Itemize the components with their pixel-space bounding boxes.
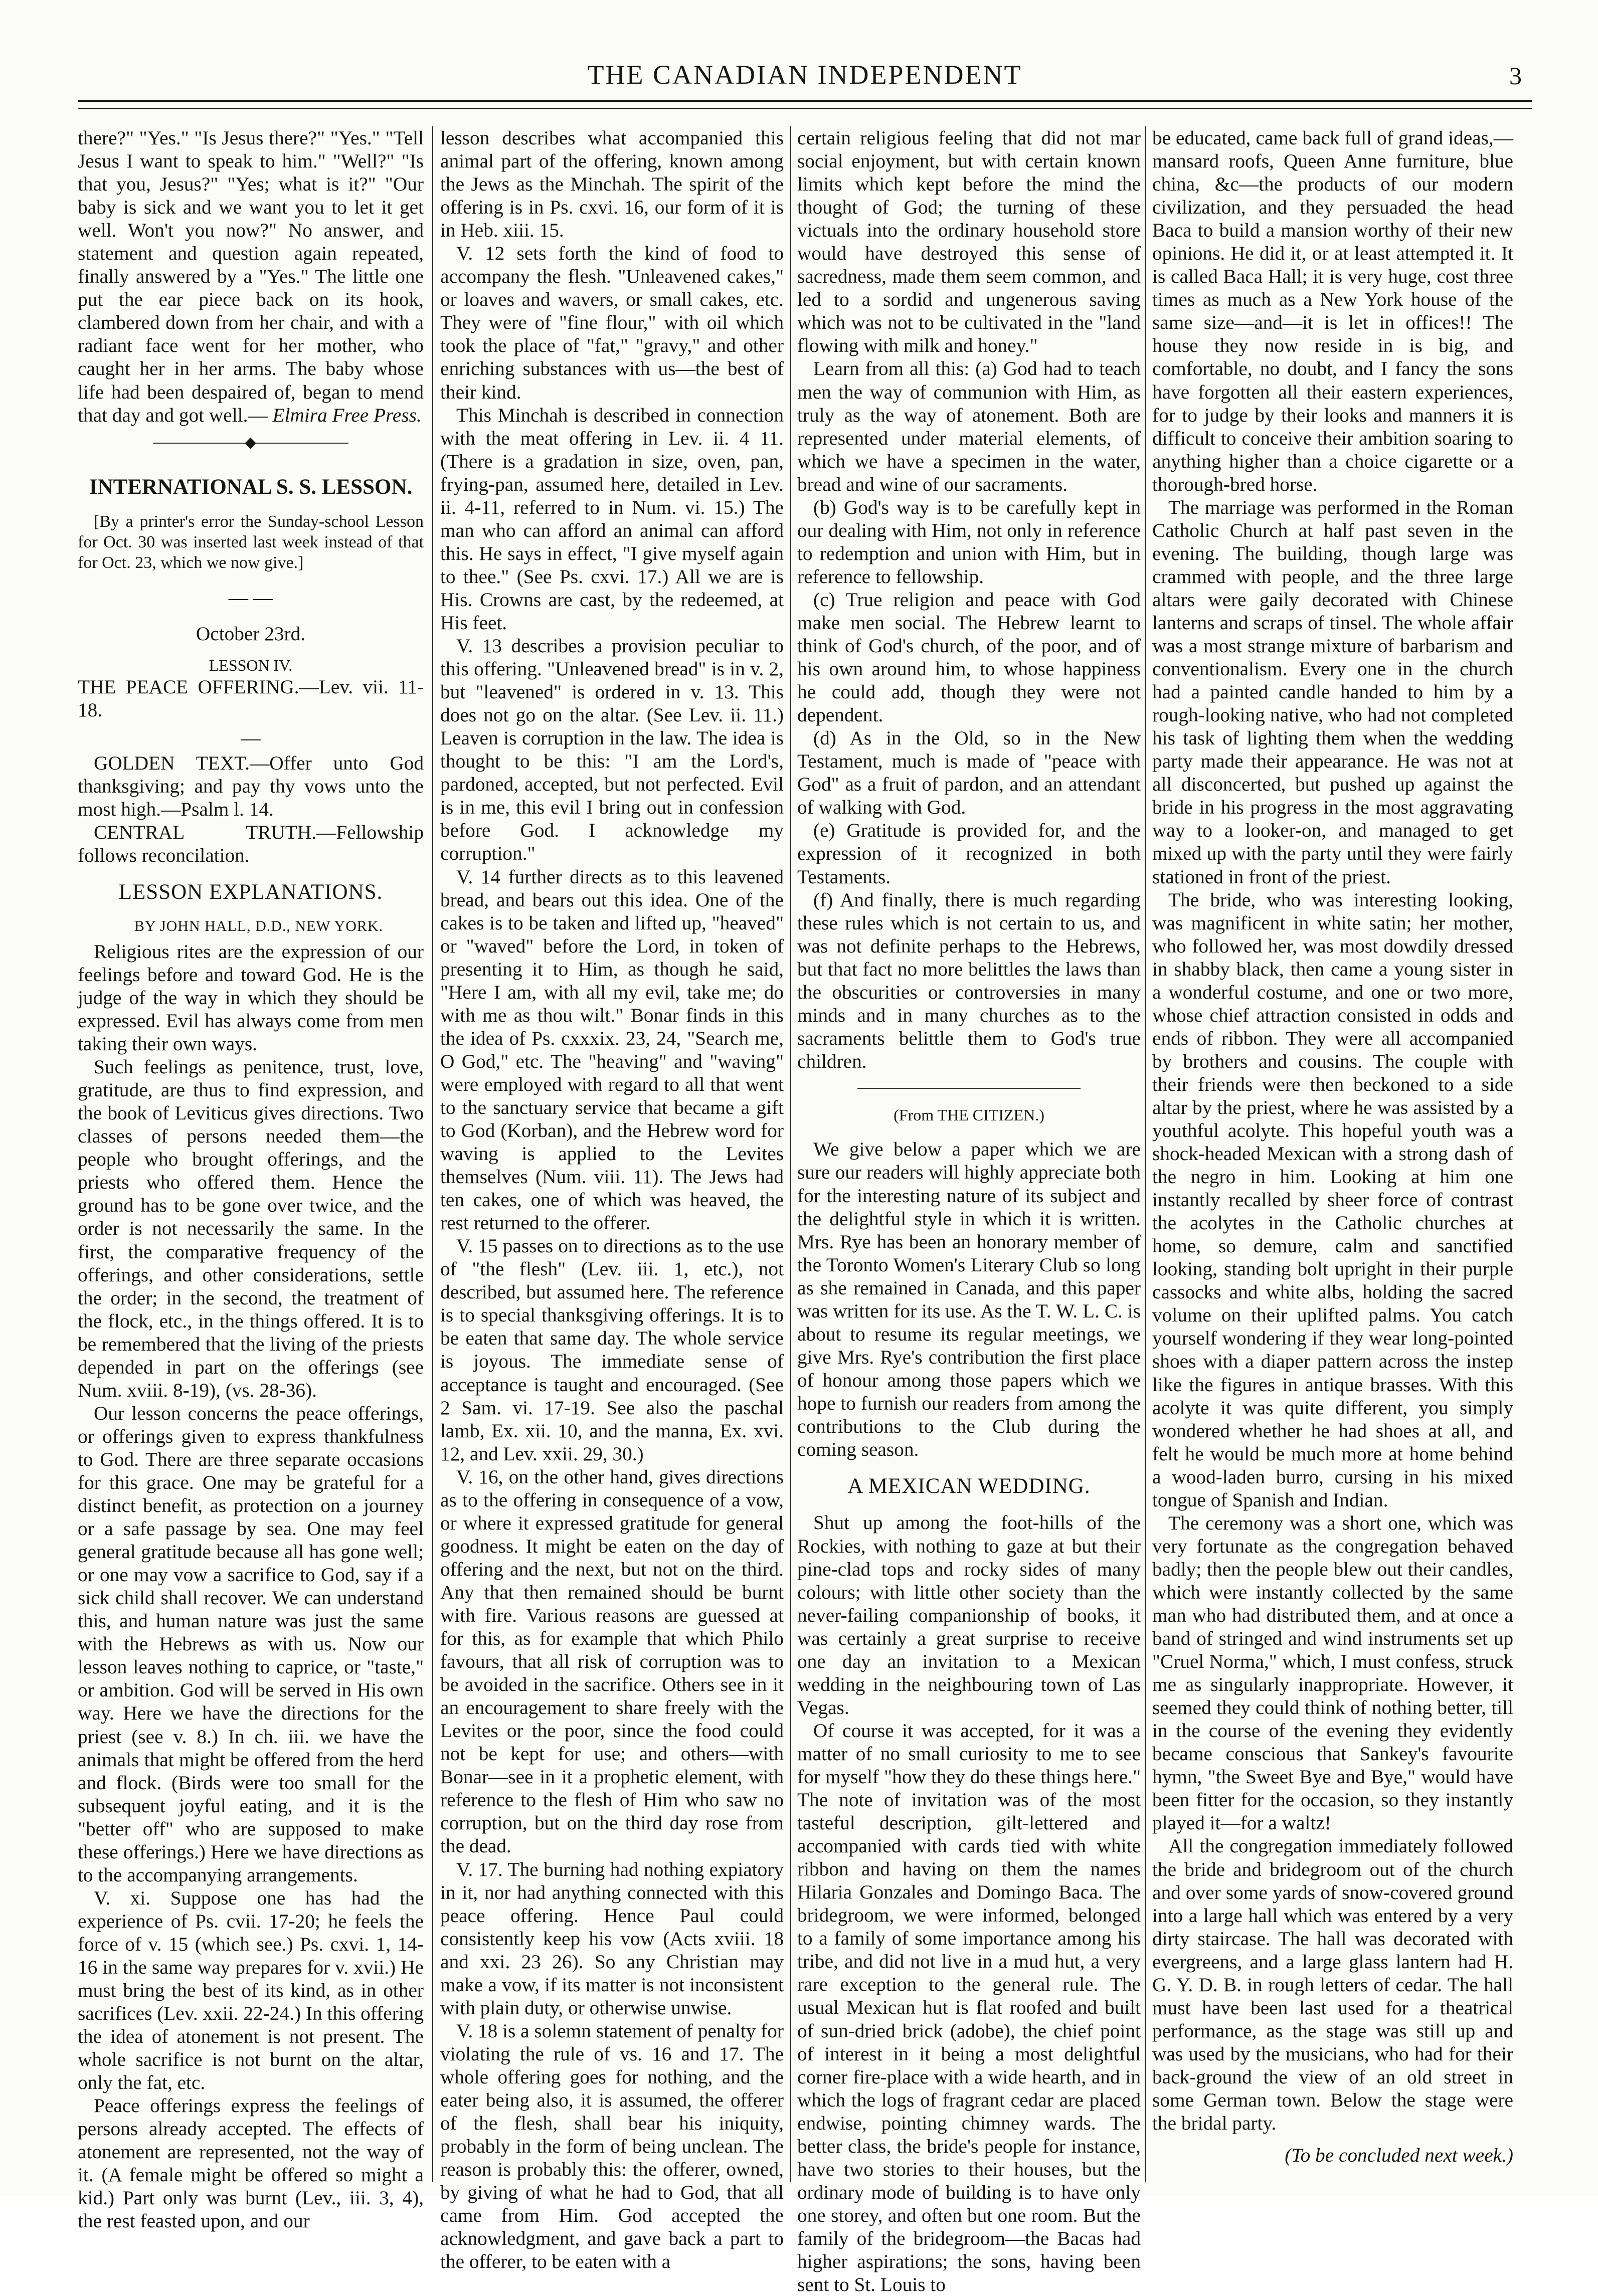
dash-divider: —	[241, 727, 261, 749]
paragraph: All the congregation immediately followed the bride and bridegroom out of the church and over some yards of snow-covered ground into a large hall which was entered by a very dirty staircase. The hall was decorated with evergreens, and a large glass lantern had H. G. Y. D. B. in rough letters of cedar. The hall must have been last used for a theatrical performance, as the stage was still up and was used by the musicians, who had for their back-ground the view of an old street in some German town. Below the stage were the bridal party.	[1152, 1835, 1513, 2135]
paragraph: lesson describes what accompanied this animal part of the offering, known among the Jews as the Minchah. The spirit of the offering is in Ps. cxvi. 16, our form of it is in Heb. xiii. 15.	[440, 127, 784, 242]
column-divider	[432, 126, 433, 2182]
paragraph: This Minchah is described in connection with the meat offering in Lev. ii. 4 11. (There is a gradation in size, oven, pan, frying-pan, assumed here, detailed in Lev. ii. 4-11, referred to in Num. vi. 15.) The man who can afford an animal can afford this. He says in effect, "I give myself again to thee." (See Ps. cxvi. 17.) All we are is His. Crowns are cast, by the redeemed, at His feet.	[440, 404, 784, 634]
column-4	[1152, 126, 1513, 2187]
page-header	[78, 56, 1532, 101]
paragraph: V. 17. The burning had nothing expiatory in it, nor had anything connected with this peace offering. Hence Paul could consistently keep his vow (Acts xviii. 18 and xxi. 23 26). So any Christian may make a vow, if its matter is not inconsistent with plain duty, or otherwise unwise.	[440, 1858, 784, 2019]
paragraph: V. 13 describes a provision peculiar to this offering. "Unleavened bread" is in v. 2, but "leavened" is ordered in v. 13. This does not go on the altar. (See Lev. ii. 11.) Leaven is corruption in the law. The idea is thought to be this: "I am the Lord's, pardoned, accepted, but not perfected. Evil is in me, this evil I bring out in confession before God. I acknowledge my corruption."	[440, 635, 784, 865]
paragraph: be educated, came back full of grand ideas,—mansard roofs, Queen Anne furniture, blue china, &c—the products of our modern civilization, and they persuaded the head Baca to build a mansion worthy of their new opinions. He did it, or at least attempted it. It is called Baca Hall; it is very huge, cost three times as much as a New York house of the same size—and—it is let in offices!! The house they now reside in is big, and comfortable, no doubt, and I fancy the sons have forgotten all their eastern experiences, for to judge by their looks and manners it is difficult to conceive their ambition soaring to anything higher than a choice cigarette or a thorough-bred horse.	[1152, 127, 1513, 495]
dash-divider: — —	[228, 587, 273, 609]
paragraph: V. 14 further directs as to this leavened bread, and bears out this idea. One of the cakes is to be taken and lifted up, "heaved" or "waved" before the Lord, in token of presenting it to Him, as though he said, "Here I am, with all my evil, take me; do with me as thou wilt." Bonar finds in this the idea of Ps. cxxxix. 23, 24, "Search me, O God," etc. The "heaving" and "waving" were employed with regard to all that went to the sanctuary service that became a gift to God (Korban), and the Hebrew word for waving is applied to the Levites themselves (Num. viii. 11). The Jews had ten cakes, one of which was heaved, the rest returned to the offerer.	[440, 865, 784, 1234]
paragraph: Religious rites are the expression of our feelings before and toward God. He is the judge of the way in which they should be expressed. Evil has always come from men taking their own ways.	[78, 940, 424, 1055]
column-3	[797, 126, 1141, 2296]
paragraph: (e) Gratitude is provided for, and the expression of it recognized in both Testaments.	[797, 819, 1141, 888]
printer-error-note: [By a printer's error the Sunday-school Lesson for Oct. 30 was inserted last week instead of that for Oct. 23, which we now give.]	[78, 512, 424, 572]
source-credit: (From THE CITIZEN.)	[894, 1105, 1044, 1124]
paragraph: The bride, who was interesting looking, was magnificent in white satin; her mother, who followed her, was most dowdily dressed in shabby black, then came a young sister in a wonderful costume, and one or two more, whose chief attraction consisted in odds and ends of ribbon. They were all accompanied by brothers and cousins. The couple with their friends were then beckoned to a side altar by the priest, where he was assisted by a youthful acolyte. This hopeful youth was a shock-headed Mexican with a strong dash of the negro in him. Looking at him one instantly recalled by sheer force of contrast the acolytes in the Catholic churches at home, so demure, calm and sanctified looking, standing bolt upright in their purple cassocks and white albs, holding the sacred volume on their uplifted palms. You catch yourself wondering if they wear long-pointed shoes with a diaper pattern across the instep like the figures in antique brasses. With this acolyte it was quite different, you simply wondered whether he had shoes at all, and felt he would be much more at home behind a wood-laden burro, cursing in his mixed tongue of Spanish and Indian.	[1152, 888, 1513, 1511]
paragraph: Of course it was accepted, for it was a matter of no small curiosity to me to see for myself "how they do these things here." The note of invitation was of the most tasteful description, gilt-lettered and accompanied with cards tied with white ribbon and having on them the names Hilaria Gonzales and Domingo Baca. The bridegroom, we were informed, belonged to a family of some importance among his tribe, and did not live in a mud hut, a very rare exception to the general rule. The usual Mexican hut is flat roofed and built of sun-dried brick (adobe), the chief point of interest in it being a most delightful corner fire-place with a wide hearth, and in which the logs of fragrant cedar are placed endwise, pointing chimney wards. The better class, the bride's people for instance, have two stories to their houses, but the ordinary mode of building is to have only one storey, and often but one room. But the family of the bridegroom—the Bacas had higher aspirations; the sons, having been sent to St. Louis to	[797, 1719, 1141, 2296]
section-divider	[78, 427, 424, 462]
paragraph: The marriage was performed in the Roman Catholic Church at half past seven in the evening. The building, though large was crammed with people, and the three large altars were gaily decorated with Chinese lanterns and scraps of tinsel. The whole affair was a most strange mixture of barbarism and conventionalism. Every one in the church had a painted candle handed to him by a rough-looking native, who had not completed his task of lighting them when the wedding party made their appearance. He was not at all disconcerted, but pushed up against the bride in his progress in the most aggravating way to a looker-on, and managed to get mixed up with the party until they were fairly stationed in front of the priest.	[1152, 496, 1513, 888]
header-rule	[78, 100, 1532, 109]
article-heading: A MEXICAN WEDDING.	[847, 1474, 1091, 1498]
lesson-date: October 23rd.	[196, 623, 306, 645]
paragraph: Peace offerings express the feelings of persons already accepted. The effects of atonement are represented, not the way of it. (A female might be offered so might a kid.) Part only was burnt (Lev., iii. 3, 4), the rest feasted upon, and our	[78, 2094, 424, 2232]
paragraph: The ceremony was a short one, which was very fortunate as the congregation behaved badly; then the people blew out their candles, which were instantly collected by the same man who had distributed them, and at once a band of stringed and wind instruments set up "Cruel Norma," which, I must confess, struck me as singularly inappropriate. However, it seemed they could think of nothing better, till in the course of the evening they evidently became conscious that Sankey's favourite hymn, "the Sweet Bye and Bye," would have been fitter for the occasion, so they instantly played it—for a waltz!	[1152, 1511, 1513, 1834]
column-divider	[1145, 126, 1146, 2182]
golden-text: GOLDEN TEXT.—Offer unto God thanksgiving; and pay thy vows unto the most high.—Psalm l. 14.	[78, 752, 424, 821]
paragraph: V. 16, on the other hand, gives directions as to the offering in consequence of a vow, or where it expressed gratitude for general goodness. It might be eaten on the day of offering and the next, but not on the third. Any that then remained should be burnt with fire. Various reasons are guessed at for this, as for example that which Philo favours, that all risk of corruption was to be avoided in the sacrifice. Others see in it an encouragement to share freely with the Levites or the poor, since the food could not be kept for use; and others—with Bonar—see in it a prophetic element, with reference to the flesh of Him who saw no corruption, but on the third day rose from the dead.	[440, 1465, 784, 1857]
column-2	[440, 126, 784, 2273]
continuation-note: (To be concluded next week.)	[1285, 2144, 1513, 2167]
story-ending-text	[78, 126, 424, 427]
column-divider	[790, 126, 791, 2182]
paragraph: V. 18 is a solemn statement of penalty for violating the rule of vs. 16 and 17. The whole offering goes for nothing, and the eater being also, it is assumed, the offerer of the flesh, shall bear his iniquity, probably in the form of being unclean. The reason is probably this: the offerer, owned, by giving of what he had to God, that all came from Him. God accepted the acknowledgment, and gave back a part to the offerer, to be eaten with a	[440, 2019, 784, 2273]
paragraph: Such feelings as penitence, trust, love, gratitude, are thus to find expression, and the book of Leviticus gives directions. Two classes of persons needed them—the people who brought offerings, and the priests who offered them. Hence the ground has to be gone over twice, and the order is not necessarily the same. In the first, the comparative frequency of the offerings, and other considerations, settle the order; in the second, the treatment of the flock, etc., in the things offered. It is to be remembered that the living of the priests depended in part on the offerings (see Num. xviii. 8-19), (vs. 28-36).	[78, 1056, 424, 1401]
central-truth: CENTRAL TRUTH.—Fellowship follows reconcilation.	[78, 821, 424, 867]
page-number: 3	[1509, 62, 1522, 90]
explanations-heading: LESSON EXPLANATIONS.	[118, 880, 383, 904]
author-byline: BY JOHN HALL, D.D., NEW YORK.	[134, 917, 384, 934]
lesson-title: THE PEACE OFFERING.—Lev. vii. 11-18.	[78, 675, 424, 721]
newspaper-title: THE CANADIAN INDEPENDENT	[587, 60, 1022, 90]
paragraph: certain religious feeling that did not mar social enjoyment, but with certain known limits which kept before the mind the thought of God; the turning of these victuals into the ordinary household store would have destroyed this sense of sacredness, made them seem common, and led to a sordid and ungenerous saving which was not to be cultivated in the "land flowing with milk and honey."	[797, 127, 1141, 357]
paragraph: Learn from all this: (a) God had to teach men the way of communion with Him, as truly as the way of atonement. Both are represented under material elements, of which we have a specimen in the water, bread and wine of our sacraments.	[797, 357, 1141, 495]
paragraph: We give below a paper which we are sure our readers will highly appreciate both for the interesting nature of its subject and the delightful style in which it is written. Mrs. Rye has been an honorary member of the Toronto Women's Literary Club so long as she remained in Canada, and this paper was written for its use. As the T. W. L. C. is about to resume its regular meetings, we give Mrs. Rye's contribution the first place of honour among those papers which we hope to furnish our readers from among the contributions to the Club during the coming season.	[797, 1138, 1141, 1461]
paragraph: (c) True religion and peace with God make men social. The Hebrew learnt to think of God's church, of the poor, and of his own around him, to whose happiness he could add, though they were not dependent.	[797, 588, 1141, 726]
column-1	[78, 126, 424, 2232]
lesson-heading: INTERNATIONAL S. S. LESSON.	[89, 475, 413, 499]
paragraph: V. xi. Suppose one has had the experience of Ps. cvii. 17-20; he feels the force of v. 15 (which see.) Ps. cxvi. 1, 14-16 in the same way prepares for v. xvii.) He must bring the best of its kind, as in other sacrifices (Lev. xxii. 22-24.) In this offering the idea of atonement is not present. The whole sacrifice is not burnt on the altar, only the fat, etc.	[78, 1886, 424, 2094]
story-source: Elmira Free Press.	[272, 404, 422, 426]
paragraph: (f) And finally, there is much regarding these rules which is not certain to us, and was not definite perhaps to the Hebrews, but that fact no more belittles the laws than the obscurities or controversies in many minds and in many churches as to the sacraments belittle them to God's true children.	[797, 888, 1141, 1072]
lesson-number: LESSON IV.	[209, 656, 293, 675]
paragraph: V. 15 passes on to directions as to the use of "the flesh" (Lev. iii. 1, etc.), not described, but assumed here. The reference is to special thanksgiving offerings. It is to be eaten that same day. The whole service is joyous. The immediate sense of acceptance is taught and encouraged. (See 2 Sam. vi. 17-19. See also the paschal lamb, Ex. xii. 10, and the manna, Ex. xvi. 12, and Lev. xxii. 29, 30.)	[440, 1235, 784, 1465]
paragraph: (d) As in the Old, so in the New Testament, much is made of "peace with God" as a fruit of pardon, and an attendant of walking with God.	[797, 727, 1141, 819]
story-ending-paragraph: there?" "Yes." "Is Jesus there?" "Yes." "Tell Jesus I want to speak to him." "Well?" "Is that you, Jesus?" "Yes; what is it?" "Our baby is sick and we want you to let it get well. Won't you now?" No answer, and statement and question again repeated, finally answered by a "Yes." The little one put the ear piece back on its hook, clambered down from her chair, and with a radiant face went for her mother, who caught her in her arms. The baby whose life had been despaired of, began to mend that day and got well.—	[78, 127, 424, 426]
paragraph: Our lesson concerns the peace offerings, or offerings given to express thankfulness to God. There are three separate occasions for this grace. One may be grateful for a distinct benefit, as protection on a journey or a safe passage by sea. One may feel general gratitude because all has gone well; or one may vow a sacrifice to God, say if a sick child shall recover. We can understand this, and human nature was just the same with the Hebrews as with us. Now our lesson leaves nothing to caprice, or "taste," or ambition. God will be served in His own way. Here we have the directions for the priest (see v. 8.) In ch. iii. we have the animals that might be offered from the herd and flock. (Birds were too small for the subsequent joyful eating, and it is the "better off" who are supposed to make these offerings.) Here we have directions as to the accompanying arrangements.	[78, 1402, 424, 1886]
paragraph: Shut up among the foot-hills of the Rockies, with nothing to gaze at but their pine-clad tops and rocky sides of many colours; with little other society than the never-failing companionship of books, it was certainly a great surprise to receive one day an invitation to a Mexican wedding in the neighbouring town of Las Vegas.	[797, 1511, 1141, 1718]
section-divider	[797, 1073, 1141, 1103]
paragraph: (b) God's way is to be carefully kept in our dealing with Him, not only in reference to redemption and union with Him, but in reference to fellowship.	[797, 496, 1141, 588]
paragraph: V. 12 sets forth the kind of food to accompany the flesh. "Unleavened cakes," or loaves and wavers, or small cakes, etc. They were of "fine flour," with oil which took the place of "fat," "gravy," and other enriching substances with us—the best of their kind.	[440, 242, 784, 403]
